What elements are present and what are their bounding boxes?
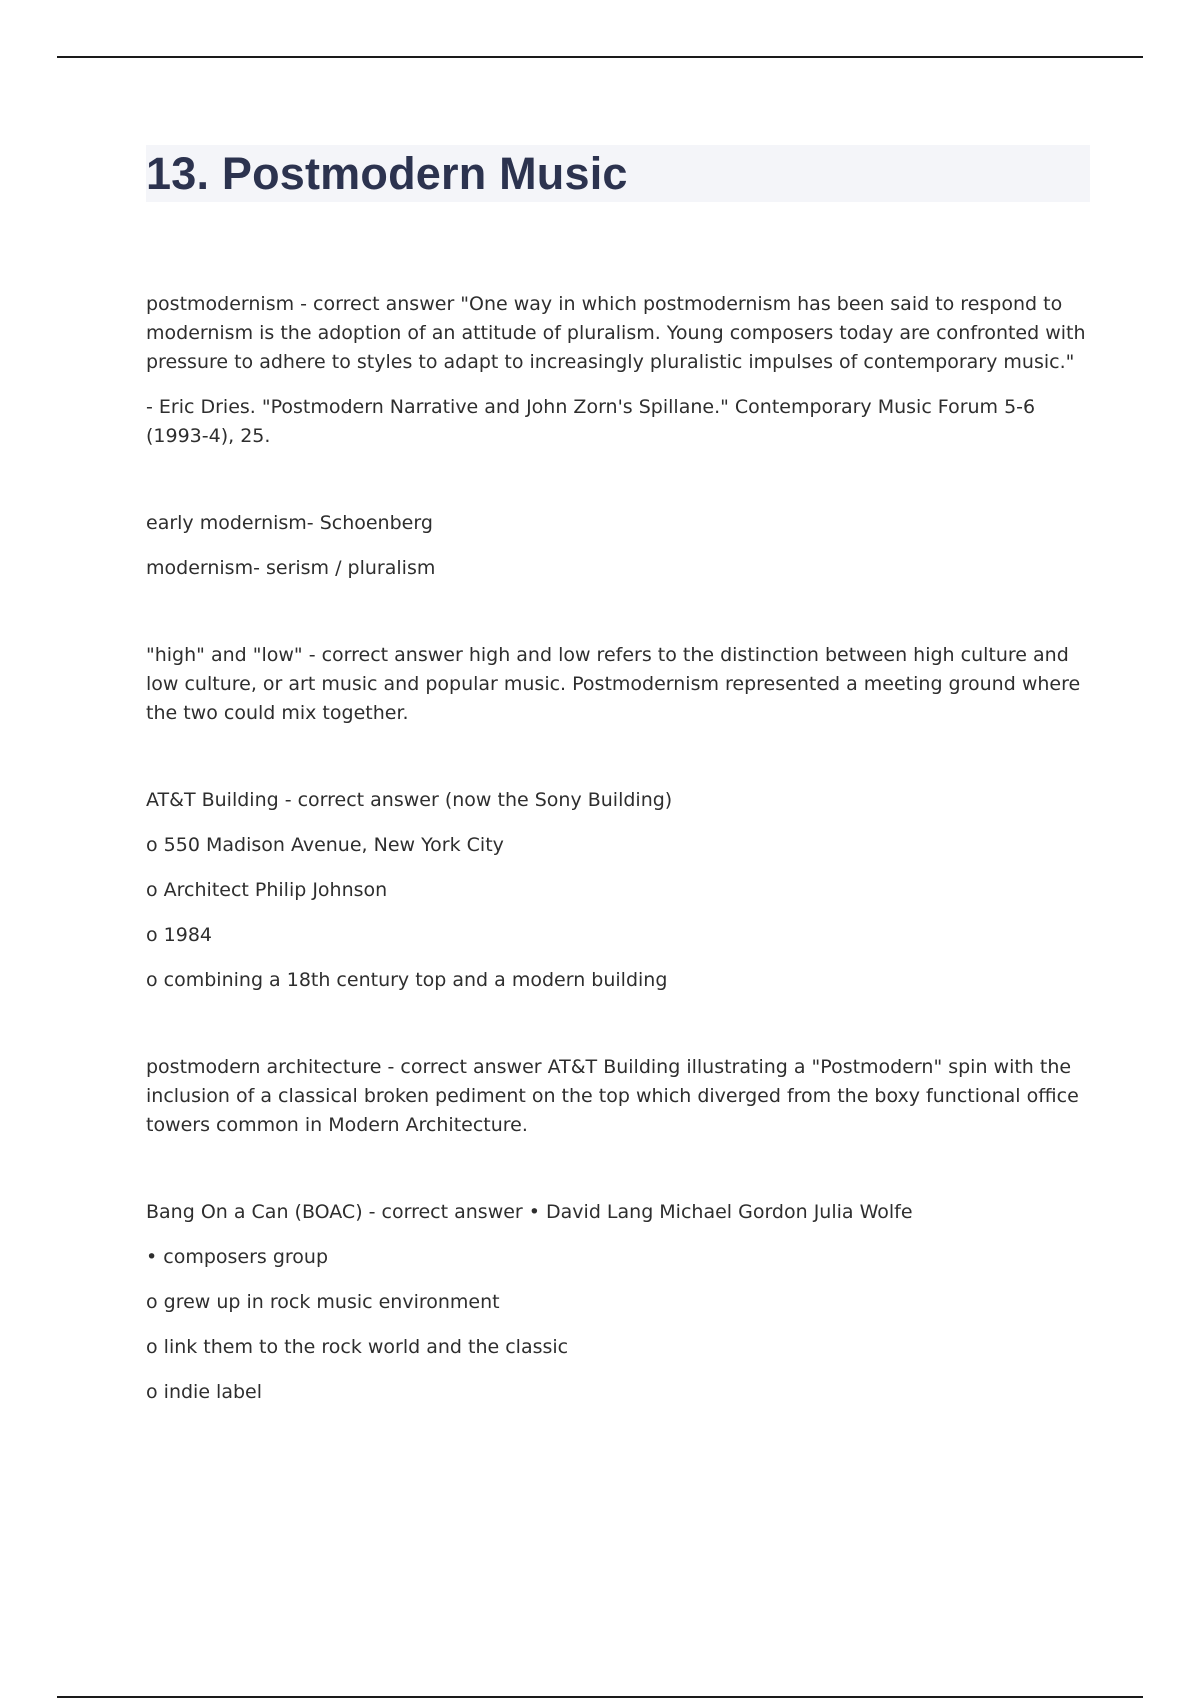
bullet-item: o 1984: [146, 924, 213, 946]
flashcard-postmodernism: [146, 290, 1090, 451]
flashcard-text: "high" and "low" - correct answer high and low refers to the distinction between high culture and low culture, or art music and popular music. Postmodernism represented a meeting ground where the two could mix together.: [146, 644, 1081, 724]
bullet-item: o combining a 18th century top and a modern building: [146, 969, 668, 991]
flashcard-bang-on-a-can: [146, 1198, 1090, 1407]
flashcard-text: AT&T Building - correct answer (now the Sony Building): [146, 789, 673, 811]
bottom-rule: [57, 1696, 1143, 1698]
bullet-item: o 550 Madison Avenue, New York City: [146, 834, 504, 856]
flashcard-modernism: [146, 509, 1090, 583]
bullet-item: • composers group: [146, 1246, 329, 1268]
flashcard-postmodern-architecture: [146, 1053, 1090, 1140]
page-title: 13. Postmodern Music: [146, 148, 628, 199]
title-band: [146, 145, 1090, 202]
page-content: [146, 145, 1090, 1465]
flashcard-text: early modernism- Schoenberg: [146, 512, 433, 534]
bullet-item: o link them to the rock world and the classic: [146, 1336, 569, 1358]
bullet-item: o grew up in rock music environment: [146, 1291, 500, 1313]
flashcard-att-building: [146, 786, 1090, 995]
flashcard-text: modernism- serism / pluralism: [146, 557, 436, 579]
flashcard-citation: - Eric Dries. "Postmodern Narrative and John Zorn's Spillane." Contemporary Music Forum 5-6 (1993-4), 25.: [146, 396, 1036, 447]
flashcard-text: postmodern architecture - correct answer AT&T Building illustrating a "Postmodern" spin with the inclusion of a classical broken pediment on the top which diverged from the boxy functional office towers common in Modern Architecture.: [146, 1056, 1079, 1136]
flashcard-high-and-low: [146, 641, 1090, 728]
flashcard-text: Bang On a Can (BOAC) - correct answer • David Lang Michael Gordon Julia Wolfe: [146, 1201, 913, 1223]
flashcard-list: [146, 290, 1090, 1407]
flashcard-text: postmodernism - correct answer "One way in which postmodernism has been said to respond to modernism is the adoption of an attitude of pluralism. Young composers today are confronted with pressure to adhere to styles to adapt to increasingly pluralistic impulses of contemporary music.": [146, 293, 1086, 373]
top-rule: [57, 56, 1143, 58]
bullet-item: o indie label: [146, 1381, 263, 1403]
bullet-item: o Architect Philip Johnson: [146, 879, 388, 901]
